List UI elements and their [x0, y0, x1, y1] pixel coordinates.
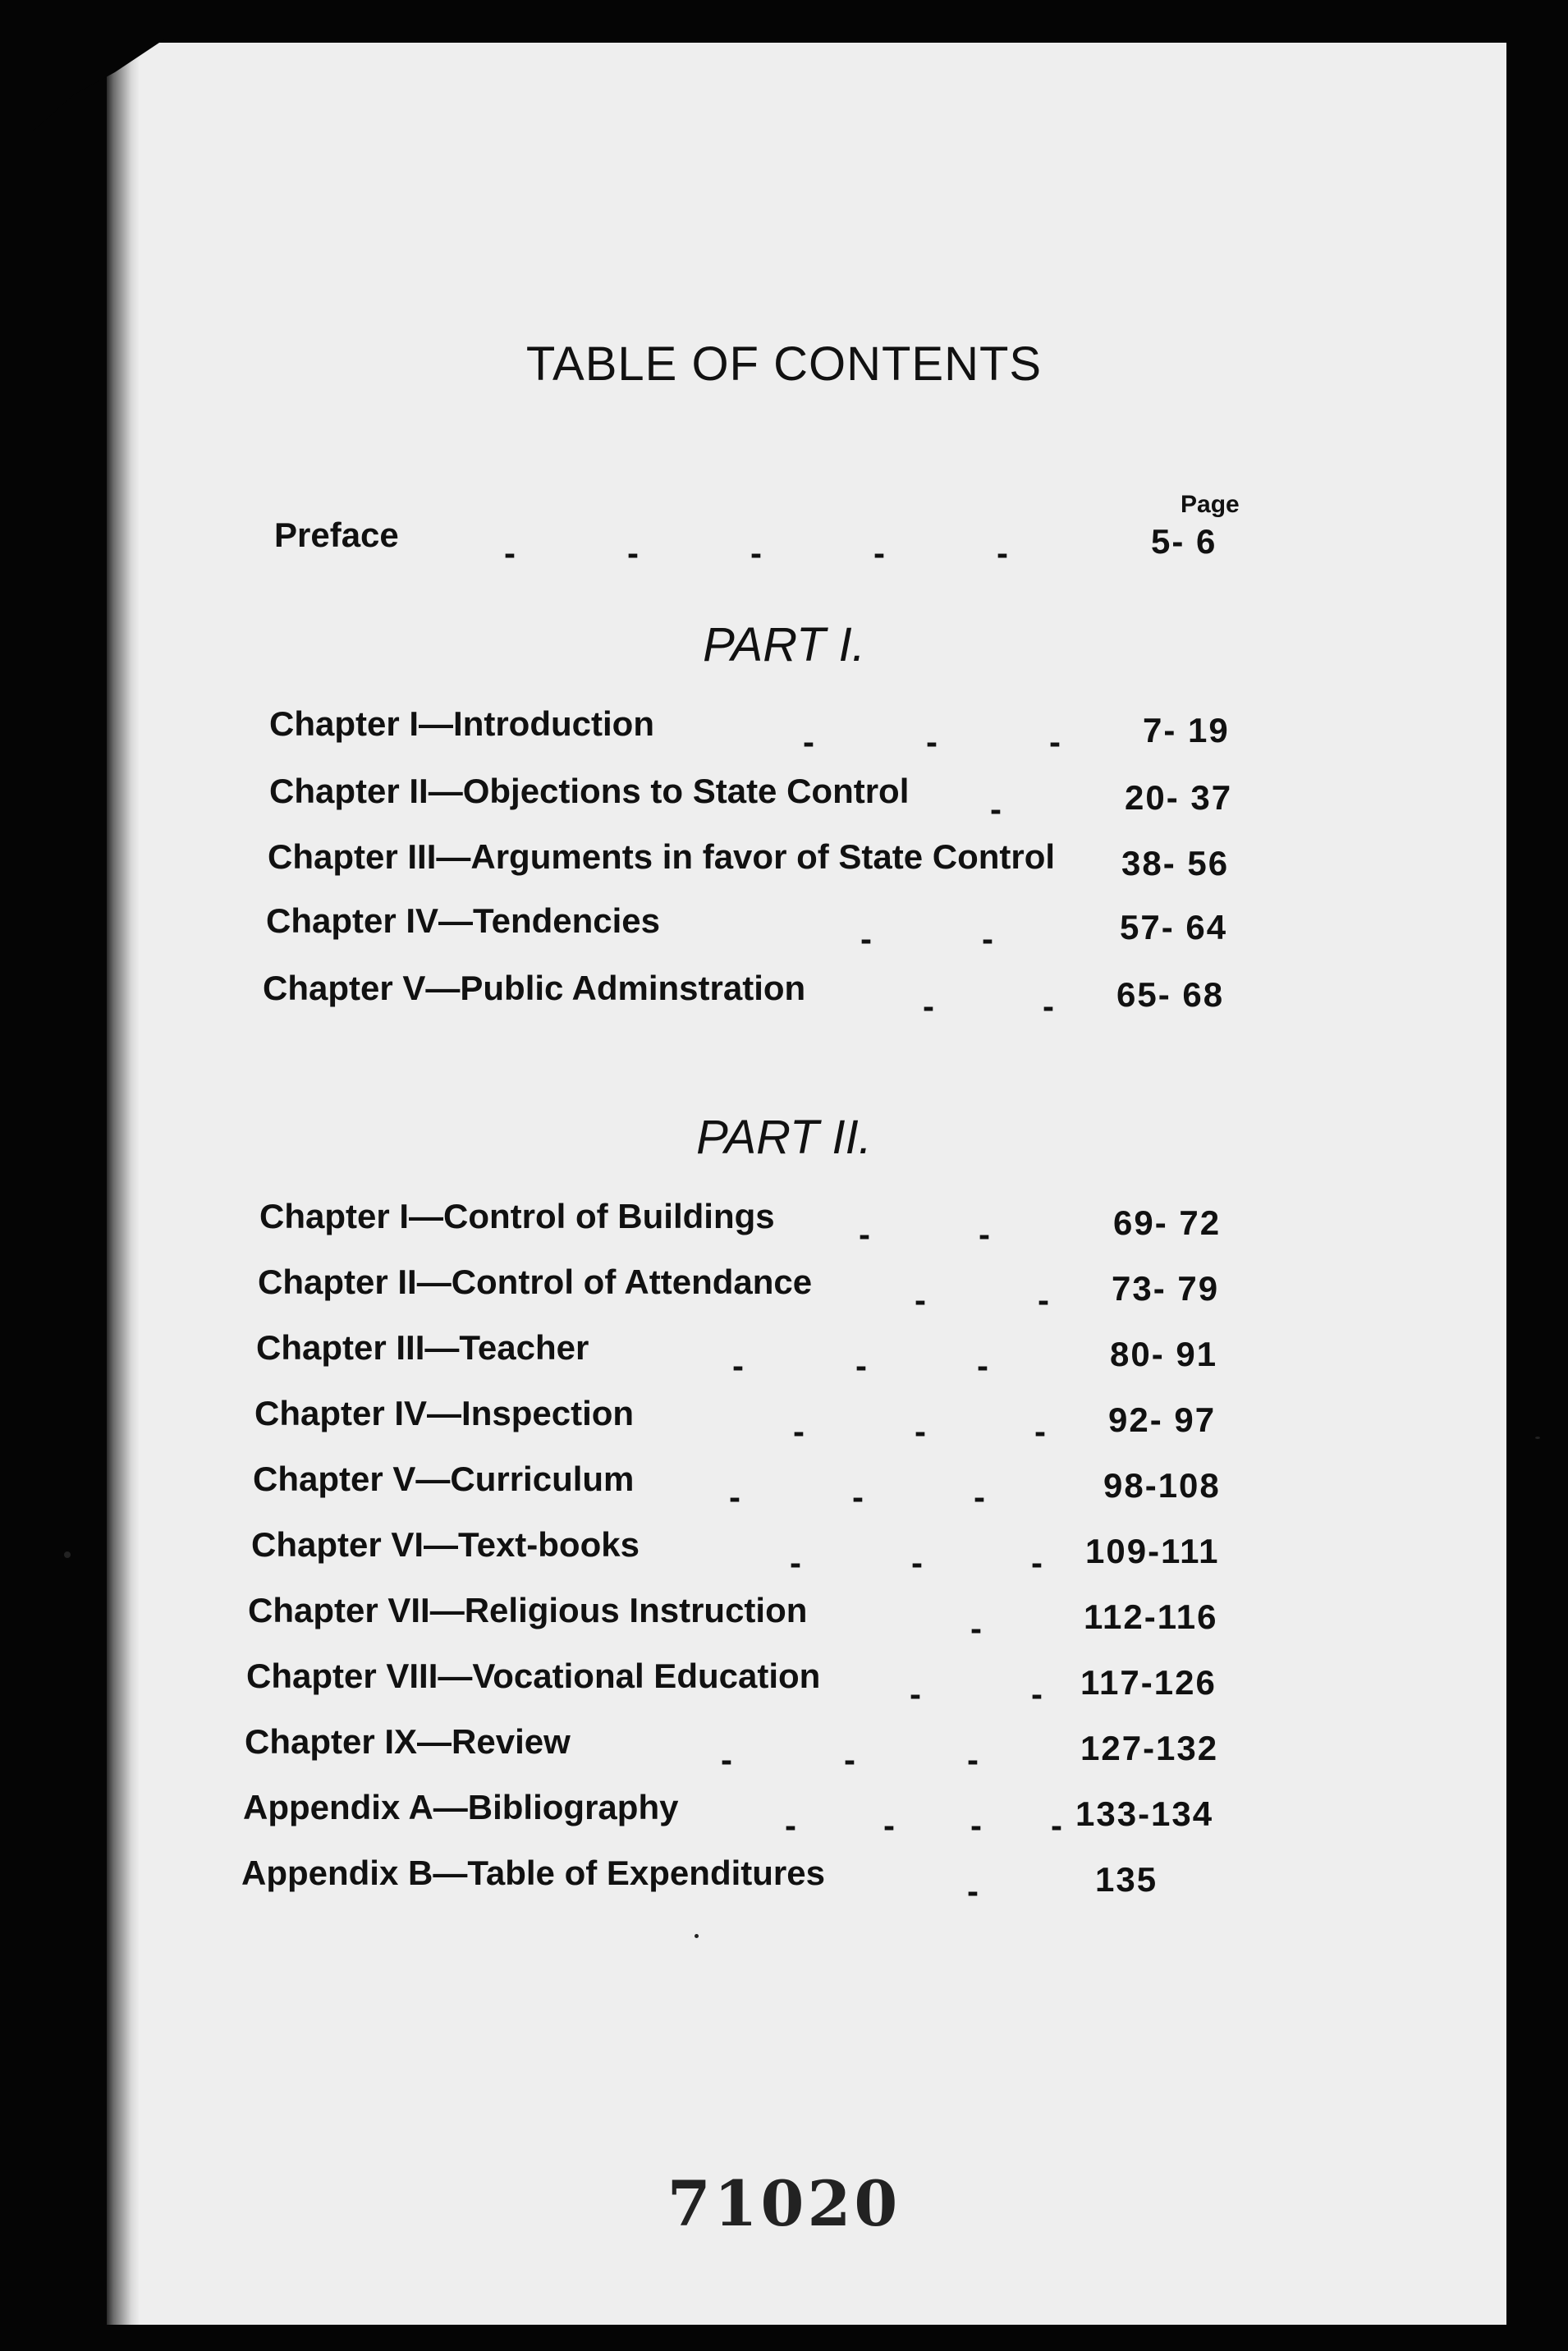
- toc-entry-pages: 38- 56: [1121, 844, 1230, 882]
- toc-entry: [269, 704, 1254, 761]
- toc-entry-pages: 127-132: [1080, 1729, 1219, 1767]
- toc-entry-pages: 57- 64: [1120, 908, 1228, 946]
- scan-speck: [64, 1551, 71, 1558]
- toc-entry: [258, 1263, 1259, 1319]
- part-heading: PART I.: [703, 618, 865, 671]
- leader-dot: -: [750, 534, 762, 572]
- toc-entry-pages: 65- 68: [1116, 975, 1225, 1014]
- toc-entry-pages: 5- 6: [1151, 522, 1217, 561]
- toc-entry: [253, 1460, 1254, 1516]
- leader-dot: -: [790, 1543, 801, 1582]
- leader-dot: -: [844, 1740, 855, 1779]
- toc-entry: [248, 1591, 1249, 1648]
- toc-entry-label: Chapter V—Public Adminstration: [263, 969, 806, 1007]
- leader-dot: -: [911, 1543, 923, 1582]
- leader-dot: -: [721, 1740, 732, 1779]
- leader-dot: -: [1043, 987, 1054, 1025]
- leader-dot: -: [974, 1478, 985, 1516]
- toc-entry: [263, 969, 1248, 1025]
- toc-entry-label: Chapter I—Control of Buildings: [259, 1197, 775, 1235]
- toc-entry: [259, 1197, 1261, 1253]
- leader-dot: -: [1034, 1412, 1046, 1450]
- toc-entry-pages: 7- 19: [1143, 711, 1230, 749]
- scan-speck: [695, 1934, 699, 1938]
- leader-dot: -: [970, 1609, 982, 1648]
- toc-entry-label: Chapter III—Teacher: [256, 1328, 589, 1367]
- toc-entry-pages: 112-116: [1084, 1597, 1218, 1636]
- leader-dot: -: [855, 1346, 867, 1385]
- leader-dot: -: [923, 987, 934, 1025]
- toc-entry-pages: 20- 37: [1125, 778, 1233, 817]
- toc-entry-label: Chapter VIII—Vocational Education: [246, 1657, 821, 1695]
- toc-entry: [268, 837, 1253, 887]
- leader-dot: -: [873, 534, 885, 572]
- leader-dot: -: [859, 1215, 870, 1253]
- toc-entry-pages: 133-134: [1075, 1794, 1214, 1833]
- toc-entry-preface: [274, 516, 1259, 572]
- toc-entry-label: Chapter I—Introduction: [269, 704, 654, 743]
- toc-entry: [256, 1328, 1258, 1385]
- toc-entry: [254, 1394, 1256, 1450]
- toc-entry-label: Preface: [274, 516, 399, 554]
- toc-entry-pages: 92- 97: [1108, 1400, 1217, 1439]
- leader-dot: -: [915, 1412, 926, 1450]
- page-column-header: Page: [1181, 491, 1240, 518]
- toc-entry-pages: 117-126: [1080, 1663, 1217, 1702]
- toc-entry-pages: 135: [1095, 1860, 1158, 1899]
- leader-dot: -: [967, 1872, 979, 1910]
- stamped-accession-number: 71020: [667, 2167, 901, 2240]
- toc-entry: [251, 1525, 1253, 1582]
- leader-dot: -: [793, 1412, 805, 1450]
- leader-dot: -: [803, 722, 814, 761]
- toc-entry-label: Appendix A—Bibliography: [243, 1788, 679, 1826]
- toc-entry: [266, 901, 1251, 958]
- toc-entry: [269, 772, 1254, 828]
- leader-dot: -: [967, 1740, 979, 1779]
- toc-entry: [246, 1657, 1248, 1713]
- leader-dot: -: [979, 1215, 990, 1253]
- leader-dot: -: [1038, 1281, 1049, 1319]
- toc-entry-label: Chapter IX—Review: [245, 1722, 571, 1761]
- toc-entry-pages: 98-108: [1103, 1466, 1221, 1505]
- leader-dot: -: [732, 1346, 744, 1385]
- leader-dot: -: [977, 1346, 988, 1385]
- leader-dot: -: [910, 1675, 921, 1713]
- toc-entry-label: Chapter IV—Inspection: [254, 1394, 635, 1432]
- toc-entry-pages: 73- 79: [1112, 1269, 1220, 1308]
- leader-dot: -: [1031, 1543, 1043, 1582]
- toc-entry-label: Chapter II—Objections to State Control: [269, 772, 910, 810]
- leader-dot: -: [915, 1281, 926, 1319]
- toc-entry-pages: 80- 91: [1110, 1335, 1218, 1373]
- page-title: TABLE OF CONTENTS: [525, 337, 1043, 391]
- toc-entry-label: Chapter V—Curriculum: [253, 1460, 635, 1498]
- leader-dot: -: [970, 1806, 982, 1845]
- toc-entry-label: Chapter IV—Tendencies: [266, 901, 661, 940]
- toc-entry-label: Appendix B—Table of Expenditures: [241, 1854, 825, 1892]
- leader-dot: -: [729, 1478, 740, 1516]
- toc-entry-label: Chapter VI—Text-books: [251, 1525, 640, 1564]
- leader-dot: -: [785, 1806, 796, 1845]
- toc-entry-label: Chapter VII—Religious Instruction: [248, 1591, 808, 1629]
- toc-entry-pages: 69- 72: [1113, 1203, 1222, 1242]
- leader-dot: -: [1031, 1675, 1043, 1713]
- leader-dot: -: [883, 1806, 895, 1845]
- toc-entry-label: Chapter II—Control of Attendance: [258, 1263, 813, 1301]
- leader-dot: -: [990, 790, 1002, 828]
- leader-dot: -: [926, 722, 938, 761]
- part-heading: PART II.: [696, 1111, 872, 1164]
- leader-dot: -: [982, 919, 993, 958]
- leader-dot: -: [627, 534, 639, 572]
- toc-entry: [243, 1788, 1245, 1845]
- leader-dot: -: [504, 534, 516, 572]
- leader-dot: -: [860, 919, 872, 958]
- toc-entry: [241, 1854, 1243, 1910]
- leader-dot: -: [1049, 722, 1061, 761]
- toc-entry-label: Chapter III—Arguments in favor of State Control: [268, 837, 1056, 876]
- leader-dot: -: [997, 534, 1008, 572]
- toc-entry-pages: 109-111: [1085, 1532, 1220, 1570]
- toc-entry: [245, 1722, 1246, 1779]
- leader-dot: -: [1051, 1806, 1062, 1845]
- leader-dot: -: [852, 1478, 864, 1516]
- scan-speck: [1535, 1437, 1540, 1439]
